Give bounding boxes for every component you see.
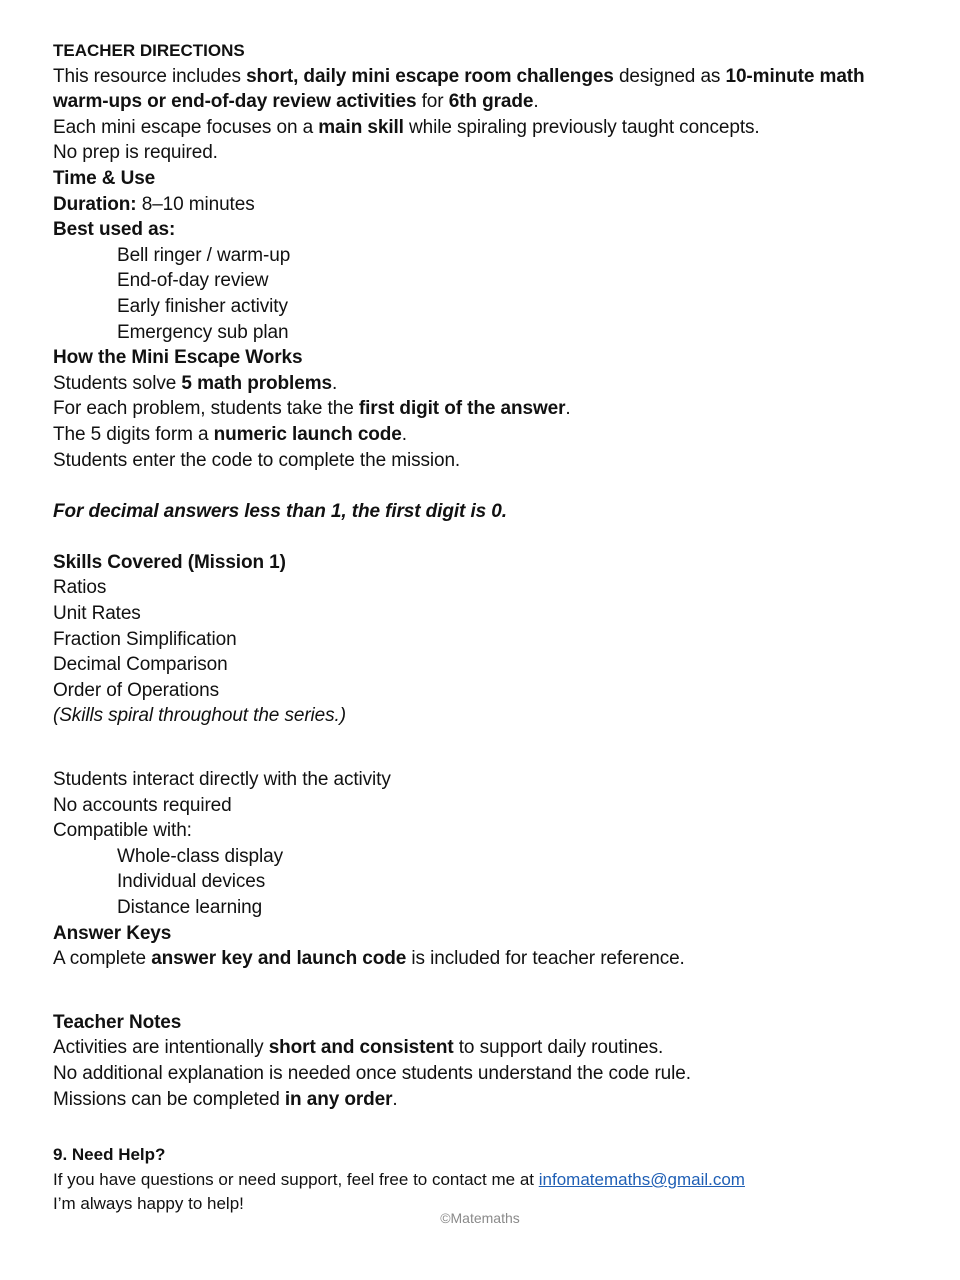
best-used-heading: Best used as: (53, 219, 176, 241)
skill-item: Decimal Comparison (53, 654, 228, 676)
how-line-2: For each problem, students take the first digit of the answer. (53, 398, 571, 420)
access-line-1: Students interact directly with the activity (53, 769, 391, 791)
decimal-note: For decimal answers less than 1, the first digit is 0. (53, 500, 507, 522)
answer-keys-line: A complete answer key and launch code is included for teacher reference. (53, 948, 685, 970)
help-line-1: If you have questions or need support, feel free to contact me at infomatemaths@gmail.com (53, 1169, 745, 1189)
skill-item: Fraction Simplification (53, 628, 237, 650)
skill-item: Unit Rates (53, 603, 141, 625)
compatible-item: Individual devices (117, 871, 266, 893)
page-title: TEACHER DIRECTIONS (53, 41, 245, 60)
need-help-heading: 9. Need Help? (53, 1145, 166, 1165)
skills-note: (Skills spiral throughout the series.) (53, 705, 346, 727)
intro-line-2: warm-ups or end-of-day review activities for 6th grade. (53, 91, 539, 113)
how-line-3: The 5 digits form a numeric launch code. (53, 423, 407, 445)
how-heading: How the Mini Escape Works (53, 347, 303, 369)
best-used-item: End-of-day review (117, 270, 269, 292)
help-line-2: I’m always happy to help! (53, 1193, 244, 1213)
compatible-item: Whole-class display (117, 845, 283, 867)
skill-item: Order of Operations (53, 679, 220, 701)
best-used-item: Early finisher activity (117, 295, 288, 317)
skills-heading: Skills Covered (Mission 1) (53, 551, 286, 573)
how-line-4: Students enter the code to complete the mission. (53, 449, 461, 471)
intro-line-1: This resource includes short, daily mini escape room challenges designed as 10-minute math (53, 65, 865, 87)
access-line-3: Compatible with: (53, 820, 192, 842)
best-used-item: Emergency sub plan (117, 321, 289, 343)
intro-line-4: No prep is required. (53, 142, 218, 164)
how-line-1: Students solve 5 math problems. (53, 372, 338, 394)
teacher-directions-page (53, 38, 933, 1216)
time-use-heading: Time & Use (53, 167, 156, 189)
copyright-footer: ©Matemaths (440, 1210, 520, 1226)
email-link[interactable]: infomatemaths@gmail.com (538, 1169, 745, 1189)
duration-line: Duration: 8–10 minutes (53, 193, 255, 215)
compatible-item: Distance learning (117, 897, 263, 918)
teacher-notes-line-2: No additional explanation is needed once students understand the code rule. (53, 1062, 691, 1084)
skill-item: Ratios (53, 577, 107, 599)
answer-keys-heading: Answer Keys (53, 922, 172, 944)
best-used-item: Bell ringer / warm-up (117, 244, 291, 266)
intro-line-3: Each mini escape focuses on a main skill while spiraling previously taught concepts. (53, 116, 760, 138)
teacher-notes-line-1: Activities are intentionally short and consistent to support daily routines. (53, 1037, 664, 1059)
teacher-notes-line-3: Missions can be completed in any order. (53, 1088, 398, 1110)
teacher-notes-heading: Teacher Notes (53, 1011, 182, 1033)
access-line-2: No accounts required (53, 794, 232, 816)
